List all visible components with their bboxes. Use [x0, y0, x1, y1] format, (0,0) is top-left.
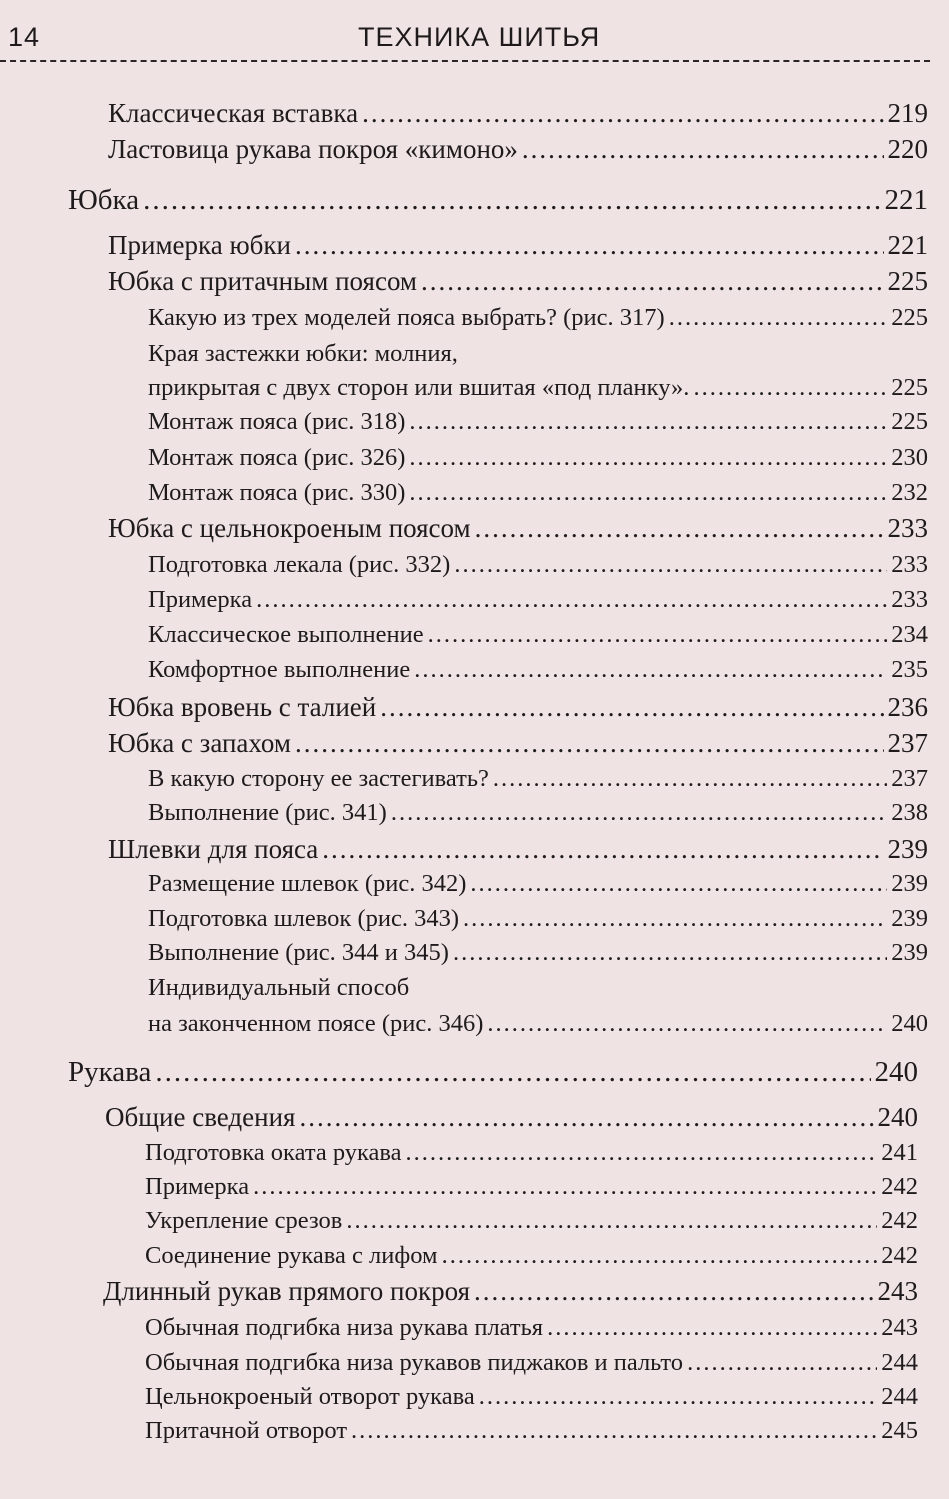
toc-entry-title: Примерка: [145, 1173, 250, 1200]
toc-leader-dots: [479, 1383, 878, 1411]
toc-entry-title: Примерка юбки: [108, 230, 291, 260]
toc-entry: [108, 230, 928, 261]
toc-entry-title: Укрепление срезов: [145, 1207, 343, 1234]
toc-section-entry: [68, 1056, 918, 1089]
toc-entry-title: Цельнокроеный отворот рукава: [145, 1383, 475, 1410]
toc-entry-page: 240: [877, 1102, 918, 1132]
toc-entry-page: 243: [881, 1314, 918, 1341]
toc-leader-dots: [669, 304, 888, 332]
toc-subentry: [145, 1417, 918, 1445]
toc-subentry: [148, 621, 928, 649]
toc-entry-page: 241: [881, 1139, 918, 1166]
toc-entry: [108, 134, 928, 165]
toc-leader-dots: [547, 1314, 877, 1342]
toc-entry-page: 242: [881, 1207, 918, 1234]
toc-leader-dots: [299, 1102, 873, 1133]
toc-entry-page: 230: [891, 444, 928, 471]
toc-entry-page: 239: [891, 939, 928, 966]
toc-entry: [105, 1102, 918, 1133]
toc-entry-page: 244: [881, 1349, 918, 1376]
toc-entry-page: 244: [881, 1383, 918, 1410]
toc-entry-page: 225: [887, 266, 928, 296]
toc-entry-title: Подготовка оката рукава: [145, 1139, 402, 1166]
toc-entry-page: 242: [881, 1242, 918, 1269]
toc-entry-page: 236: [887, 692, 928, 722]
toc-entry-page: 237: [887, 728, 928, 758]
toc-leader-dots: [421, 266, 883, 297]
toc-entry-page: 239: [891, 870, 928, 897]
toc-subentry: [148, 586, 928, 614]
toc-entry-title: Комфортное выполнение: [148, 656, 411, 683]
toc-subentry: [148, 1010, 928, 1038]
toc-leader-dots: [409, 408, 887, 436]
toc-entry-page: 233: [891, 551, 928, 578]
toc-entry-title: Соединение рукава с лифом: [145, 1242, 438, 1269]
toc-entry-page: 221: [884, 184, 928, 216]
toc-leader-dots: [346, 1207, 877, 1235]
toc-entry-page: 243: [877, 1276, 918, 1306]
toc-entry-page: 232: [891, 479, 928, 506]
toc-leader-dots: [409, 444, 887, 472]
toc-entry-title: Шлевки для пояса: [108, 834, 319, 864]
toc-subentry: [148, 939, 928, 967]
toc-subentry: [148, 905, 928, 933]
toc-leader-dots: [442, 1242, 878, 1270]
toc-entry-title: Какую из трех моделей пояса выбрать? (рис. 317): [148, 304, 665, 331]
toc-entry-page: 237: [891, 765, 928, 792]
toc-leader-dots: [463, 905, 887, 933]
toc-leader-dots: [295, 728, 884, 759]
toc-leader-dots: [155, 1056, 870, 1089]
toc-leader-dots: [295, 230, 884, 261]
toc-entry-page: 239: [887, 834, 928, 864]
toc-subentry: [145, 1139, 918, 1167]
toc-entry-title: Юбка с притачным поясом: [108, 266, 418, 296]
toc-entry-title: Юбка вровень с талией: [108, 692, 377, 722]
toc-entry-title: Ластовица рукава покроя «кимоно»: [108, 134, 518, 164]
toc-entry-title: Примерка: [148, 586, 253, 613]
toc-entry-page: 240: [891, 1010, 928, 1037]
toc-subentry: [148, 479, 928, 507]
toc-entry-page: 235: [891, 656, 928, 683]
toc-subentry-first-line: Края застежки юбки: молния,: [148, 340, 458, 367]
toc-leader-dots: [409, 479, 887, 507]
toc-entry-title: Монтаж пояса (рис. 326): [148, 444, 406, 471]
toc-subentry: [148, 870, 928, 898]
toc-leader-dots: [693, 374, 887, 402]
toc-subentry: [148, 374, 928, 402]
toc-leader-dots: [428, 621, 888, 649]
toc-subentry: [145, 1314, 918, 1342]
toc-entry-page: 234: [891, 621, 928, 648]
toc-entry-page: 225: [891, 408, 928, 435]
toc-leader-dots: [380, 692, 883, 723]
toc-entry-title: Размещение шлевок (рис. 342): [148, 870, 467, 897]
toc-entry-page: 238: [891, 799, 928, 826]
toc-entry-title: на законченном поясе (рис. 346): [148, 1010, 484, 1037]
toc-leader-dots: [474, 1276, 874, 1307]
toc-entry-title: Классическое выполнение: [148, 621, 424, 648]
toc-leader-dots: [475, 513, 884, 544]
toc-entry: [108, 98, 928, 129]
toc-leader-dots: [406, 1139, 878, 1167]
toc-leader-dots: [453, 939, 887, 967]
toc-entry-title: Обычная подгибка низа рукава платья: [145, 1314, 544, 1341]
toc-subentry: [145, 1242, 918, 1270]
toc-entry: [108, 834, 928, 865]
toc-section-title: Юбка: [68, 184, 140, 216]
toc-section-entry: [68, 184, 928, 217]
toc-entry-title: Длинный рукав прямого покроя: [103, 1276, 470, 1306]
toc-entry-title: Притачной отворот: [145, 1417, 348, 1444]
toc-subentry: [148, 765, 928, 793]
toc-subentry: [148, 408, 928, 436]
page-number: 14: [8, 22, 41, 52]
toc-leader-dots: [256, 586, 887, 614]
toc-section-title: Рукава: [68, 1056, 152, 1088]
toc-subentry: [148, 656, 928, 684]
toc-entry-title: прикрытая с двух сторон или вшитая «под планку».: [148, 374, 690, 401]
toc-leader-dots: [391, 799, 887, 827]
toc-leader-dots: [487, 1010, 887, 1038]
toc-leader-dots: [351, 1417, 877, 1445]
toc-entry-title: Юбка с запахом: [108, 728, 291, 758]
toc-entry-page: 245: [881, 1417, 918, 1444]
toc-entry-page: 225: [891, 304, 928, 331]
toc-entry-title: Выполнение (рис. 344 и 345): [148, 939, 449, 966]
toc-leader-dots: [687, 1349, 877, 1377]
toc-entry: [108, 728, 928, 759]
toc-entry-title: Юбка с цельнокроеным поясом: [108, 513, 471, 543]
toc-entry-page: 240: [874, 1056, 918, 1088]
toc-entry-page: 219: [887, 98, 928, 128]
running-title: ТЕХНИКА ШИТЬЯ: [358, 22, 601, 52]
toc-subentry: [148, 799, 928, 827]
toc-entry-page: 221: [887, 230, 928, 260]
toc-entry-page: 233: [887, 513, 928, 543]
toc-entry-title: Общие сведения: [105, 1102, 296, 1132]
toc-subentry: [145, 1207, 918, 1235]
toc-subentry: [148, 551, 928, 579]
toc-leader-dots: [414, 656, 887, 684]
toc-entry: [108, 513, 928, 544]
toc-entry-page: 233: [891, 586, 928, 613]
toc-leader-dots: [253, 1173, 877, 1201]
toc-entry: [103, 1276, 918, 1307]
toc-leader-dots: [470, 870, 887, 898]
toc-subentry: [148, 304, 928, 332]
toc-subentry: [145, 1349, 918, 1377]
toc-entry-title: Подготовка шлевок (рис. 343): [148, 905, 459, 932]
toc-entry-title: Монтаж пояса (рис. 318): [148, 408, 406, 435]
toc-entry: [108, 266, 928, 297]
toc-entry-page: 225: [891, 374, 928, 401]
toc-entry-page: 239: [891, 905, 928, 932]
toc-subentry-first-line: Индивидуальный способ: [148, 974, 410, 1001]
toc-entry-title: Выполнение (рис. 341): [148, 799, 387, 826]
toc-entry-title: Классическая вставка: [108, 98, 359, 128]
toc-leader-dots: [522, 134, 884, 165]
toc-leader-dots: [454, 551, 887, 579]
toc-entry: [108, 692, 928, 723]
toc-entry-title: Подготовка лекала (рис. 332): [148, 551, 451, 578]
toc-subentry: [148, 444, 928, 472]
toc-leader-dots: [143, 184, 880, 217]
toc-leader-dots: [322, 834, 883, 865]
toc-entry-title: Обычная подгибка низа рукавов пиджаков и пальто: [145, 1349, 684, 1376]
toc-entry-page: 242: [881, 1173, 918, 1200]
toc-entry-title: В какую сторону ее застегивать?: [148, 765, 489, 792]
toc-entry-page: 220: [887, 134, 928, 164]
toc-entry-title: Монтаж пояса (рис. 330): [148, 479, 406, 506]
toc-subentry: [145, 1383, 918, 1411]
toc-leader-dots: [362, 98, 883, 129]
toc-subentry: [145, 1173, 918, 1201]
toc-leader-dots: [493, 765, 887, 793]
